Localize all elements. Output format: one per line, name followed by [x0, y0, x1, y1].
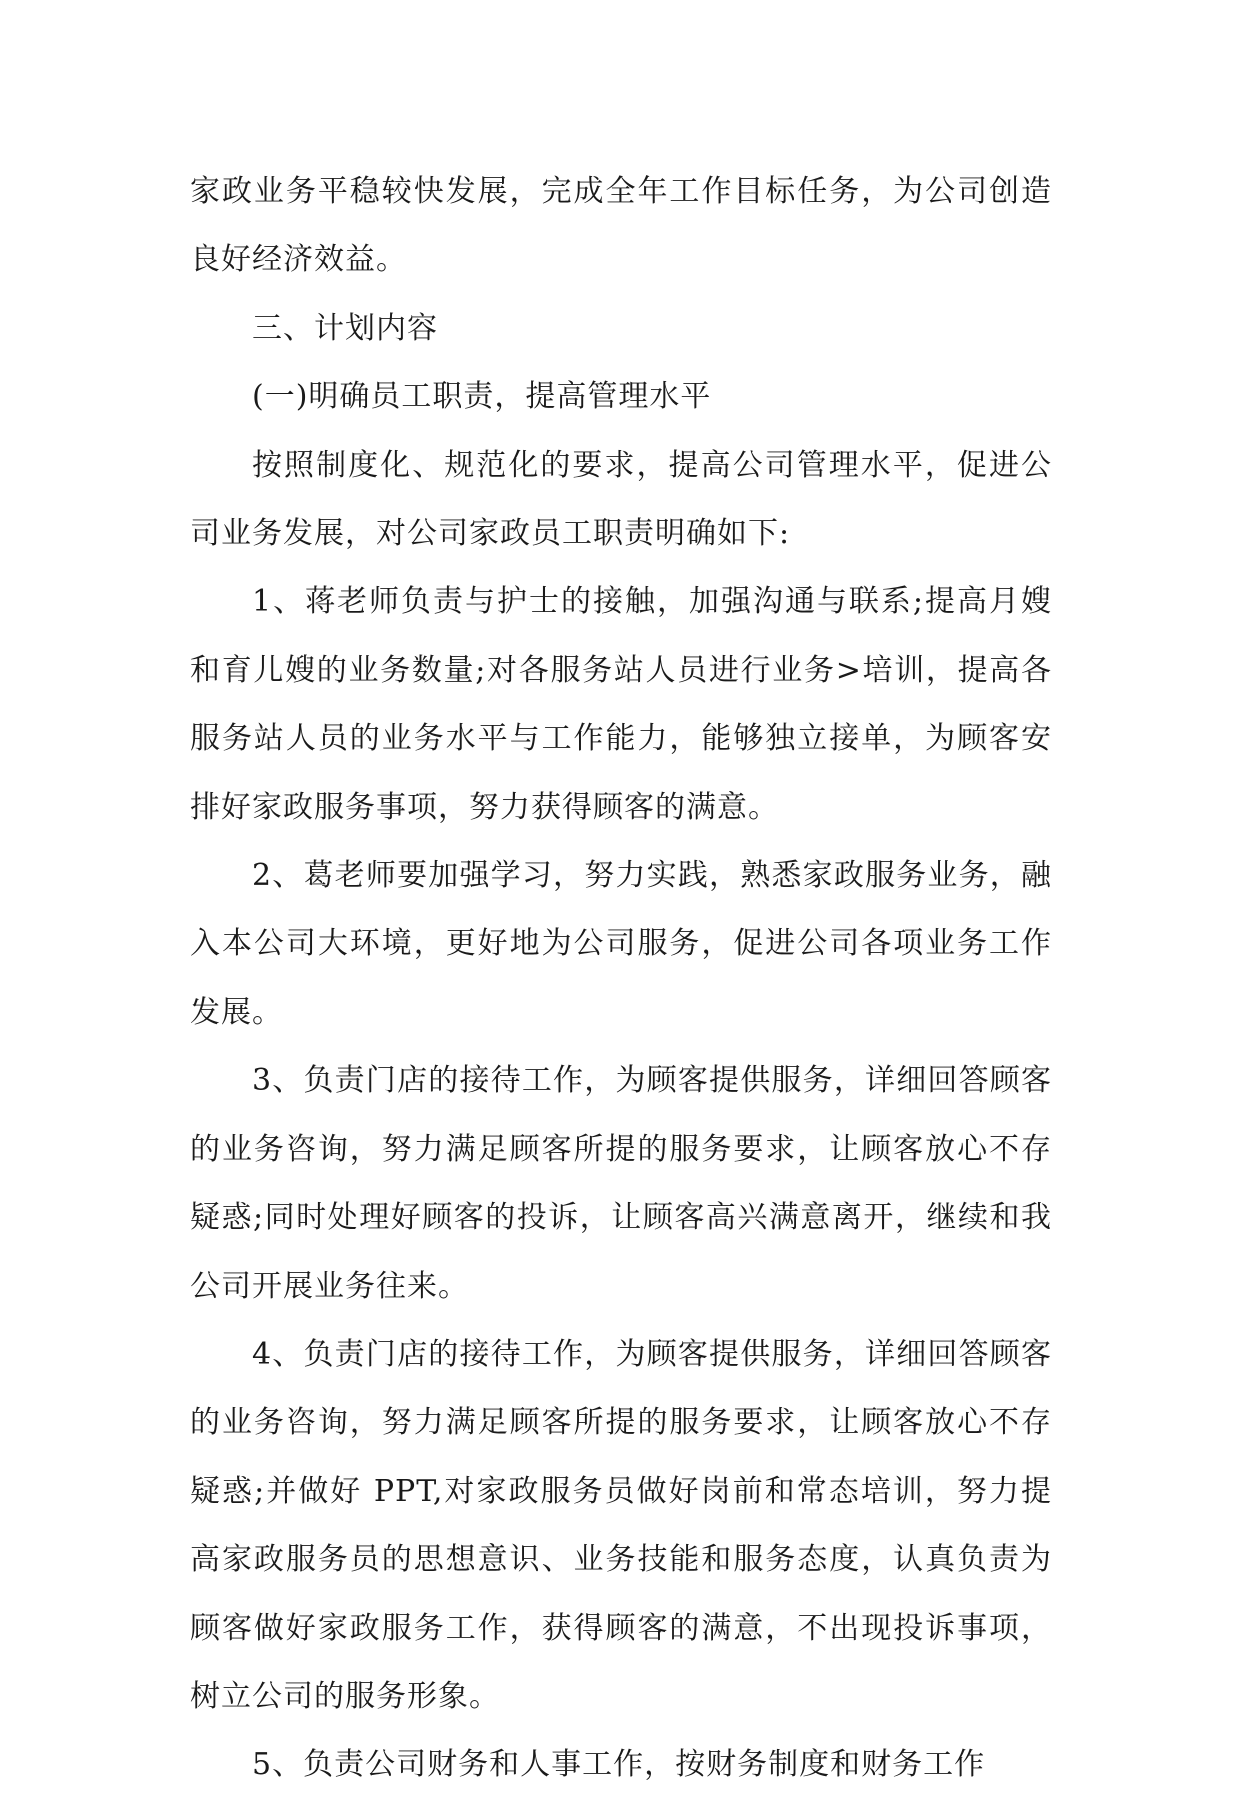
list-item-1: 1、蒋老师负责与护士的接触，加强沟通与联系;提高月嫂和育儿嫂的业务数量;对各服务站人员进行业务>培训，提高各服务站人员的业务水平与工作能力，能够独立接单，为顾客安排好家政服务事项，努力获得顾客的满意。: [190, 584, 1052, 825]
list-item-3: 3、负责门店的接待工作，为顾客提供服务，详细回答顾客的业务咨询，努力满足顾客所提的服务要求，让顾客放心不存疑惑;同时处理好顾客的投诉，让顾客高兴满意离开，继续和我公司开展业务往来。: [190, 1063, 1052, 1304]
section-heading-plan-content: 三、计划内容: [252, 310, 438, 346]
document-page: [190, 158, 1052, 1800]
paragraph-intro: 按照制度化、规范化的要求，提高公司管理水平，促进公司业务发展，对公司家政员工职责明确如下:: [190, 447, 1052, 552]
list-item-4: 4、负责门店的接待工作，为顾客提供服务，详细回答顾客的业务咨询，努力满足顾客所提的服务要求，让顾客放心不存疑惑;并做好 PPT,对家政服务员做好岗前和常态培训，努力提高家政服务员的思想意识、业务技能和服务态度，认真负责为顾客做好家政服务工作，获得顾客的满意，不出现投诉事项，树立公司的服务形象。: [190, 1336, 1052, 1714]
paragraph-continuation: 家政业务平稳较快发展，完成全年工作目标任务，为公司创造良好经济效益。: [190, 174, 1052, 278]
list-item-2: 2、葛老师要加强学习，努力实践，熟悉家政服务业务，融入本公司大环境，更好地为公司服务，促进公司各项业务工作发展。: [190, 858, 1052, 1030]
subsection-heading-staff-duties: (一)明确员工职责，提高管理水平: [252, 379, 712, 415]
list-item-5: 5、负责公司财务和人事工作，按财务制度和财务工作: [252, 1747, 986, 1783]
